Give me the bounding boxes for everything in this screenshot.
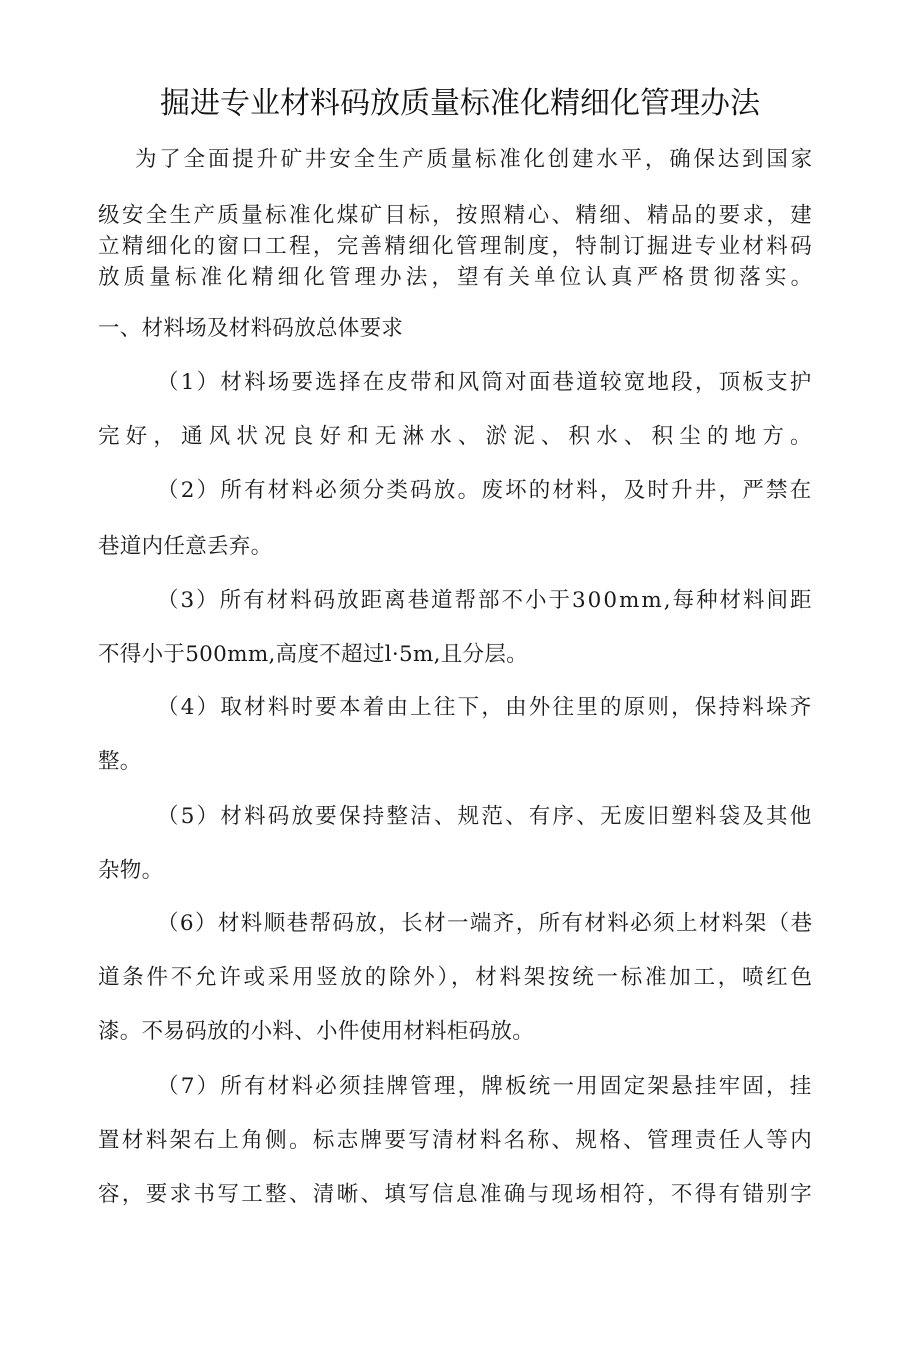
body-line: 置材料架右上角侧。标志牌要写清材料名称、规格、管理责任人等内 [98,1128,815,1153]
body-line: 完好，通风状况良好和无淋水、淤泥、积水、积尘的地方。 [98,424,818,449]
body-line: （5）材料码放要保持整洁、规范、有序、无废旧塑料袋及其他 [157,804,814,829]
body-line: （3）所有材料码放距离巷道帮部不小于300mm,每种材料间距 [157,588,814,613]
body-line: 级安全生产质量标准化煤矿目标，按照精心、精细、精品的要求，建 [98,203,815,228]
body-line: 容，要求书写工整、清晰、填写信息准确与现场相符，不得有错别字 [98,1182,815,1207]
body-line: 巷道内任意丢弃。 [98,534,273,559]
body-line: （1）材料场要选择在皮带和风筒对面巷道较宽地段，顶板支护 [157,370,814,395]
document-title: 掘进专业材料码放质量标准化精细化管理办法 [160,86,760,121]
body-line: （7）所有材料必须挂牌管理，牌板统一用固定架悬挂牢固，挂 [157,1074,814,1099]
body-line: 一、材料场及材料码放总体要求 [98,316,404,341]
body-line: 不得小于500mm,高度不超过l·5m,且分层。 [98,642,528,667]
body-line: 道条件不允许或采用竖放的除外），材料架按统一标准加工，喷红色 [98,965,815,990]
body-line: （2）所有材料必须分类码放。废坏的材料，及时升井，严禁在 [157,478,814,503]
body-line: （4）取材料时要本着由上往下，由外往里的原则，保持料垛齐 [157,695,814,720]
body-line: 为了全面提升矿井安全生产质量标准化创建水平，确保达到国家 [135,147,815,172]
body-line: 杂物。 [98,858,164,883]
body-line: 漆。不易码放的小料、小件使用材料柜码放。 [98,1019,535,1044]
body-line: 整。 [98,749,142,774]
body-line: 立精细化的窗口工程，完善精细化管理制度，特制订掘进专业材料码 [98,234,815,259]
body-line: 放质量标准化精细化管理办法，望有关单位认真严格贯彻落实。 [98,265,817,290]
body-line: （6）材料顺巷帮码放，长材一端齐，所有材料必须上材料架（巷 [157,911,814,936]
